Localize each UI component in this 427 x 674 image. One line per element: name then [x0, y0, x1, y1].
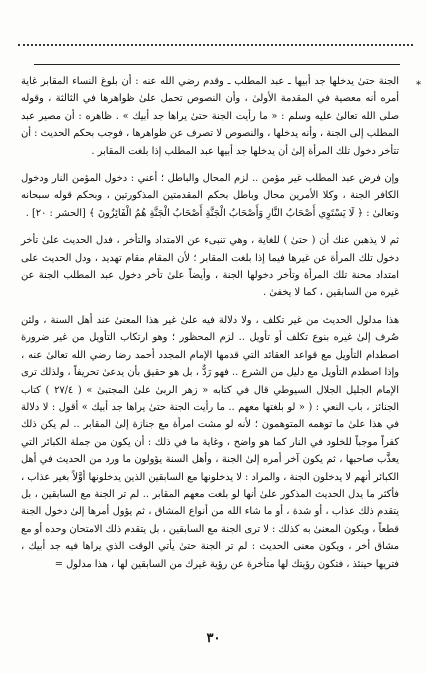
paragraph-1: الجنة حتىٰ يدخلها جد أبيها ـ عبد المطلب ـ وقدم رضي الله عنه : أن بلوغ النساء المقابر غاية أمره أنه معصية في المقدمة الأولىٰ ، وأن النصوص تحمل علىٰ ظواهرها في الثالثة ، وقوله صلى الله تعالىٰ عليه وسلم : « ما رأيت الجنة حتىٰ يراها جد أبيك » . ظاهره : أن مصير عبد المطلب إلى الجنة ، وأنه يدخلها ، والنصوص لا تصرف عن ظواهرها ، فوجب بحكم الحديث : أن تتأخر دخول تلك المرأة إلىٰ أن يدخلها جد أبيها عبد المطلب إذا بلغت المقابر .: [21, 76, 399, 157]
paragraph-3: ثم لا يذهبن عنك أن ( حتىٰ ) للغاية ، وهي تنبىء عن الامتداد والتأخر ، فدل الحديث علىٰ تأخر دخول تلك المرأة عن غيرها فيما إذا بلغت المقابر ؛ لأن المقام مقام تهديد ، ودل الحديث على امتداد محنة تلك المرأة وتأخر دخولها الجنة ، وأيضاً علىٰ تأخر دخول عبد المطلب الجنة عن غيره من السابقين ، كما لا يخفىٰ .: [21, 235, 399, 299]
paragraph-4: هذا مدلول الحديث من غير تكلف ، ولا دلالة فيه علىٰ غير هذا المعنىٰ عند أهل السنة ، ولئن صُرف إلىٰ غيره بنوع تكلف أو تأويل .. لزم المحظور ؛ وهو ارتكاب التأويل من غير ضرورة اصطدام التأويل مع قواعد العقائد التي قدمها الإمام المجدد أحمد رضا رضي الله تعالىٰ عنه ، وإذا اصطدم التأويل مع دليل من الشرع .. فهو رَدٌّ ، بل هو حقيق بأن يدعىٰ تحريفاً ، ولذلك ترى الإمام الجليل الجلال السيوطي قال في كتابه « زهر الربىٰ علىٰ المجتبىٰ » ( ٢٧/٤ ) كتاب الجنائز ، باب النعي : ( « لو بلغتها معهم .. ما رأيت الجنة حتىٰ يراها جد أبيك » أقول : لا دلالة في هذا علىٰ ما توهمه المتوهمون ؛ لأنه لو مشت امرأة مع جنازة إلىٰ المقابر .. لم يكن ذلك كفراً موجباً للخلود في النار كما هو واضح ، وغاية ما في ذلك : أن يكون من جملة الكبائر التي يعذَّب صاحبها ، ثم يكون آخر أمره إلىٰ الجنة ، وأهل السنة يؤولون ما ورد من الحديث في أهل الكبائر أنهم لا يدخلون الجنة ، والمراد : لا يدخلونها مع السابقين الذين يدخلونها أوَّلاً بغير عذاب ، فأكثر ما يدل الحديث المذكور علىٰ أنها لو بلغت معهم المقابر .. لم تر الجنة مع السابقين ، بل يتقدم ذلك عذاب ، أو شدة ، أو ما شاء الله من أنواع المشاق ، ثم يؤول أمرها إلىٰ دخول الجنة قطعاً ، ويكون المعنىٰ به كذلك : لا ترى الجنة مع السابقين ، بل يتقدم ذلك الامتحان وحده أو مع مشاق أخر ، ويكون معنى الحديث : لم تر الجنة حتىٰ يأتي الوقت الذي يراها فيه جد أبيك ، فتريها حينئذ ، فتكون رؤيتك لها متأخرة عن رؤية غيرك من السابقين لها ، هذا مدلول =: [21, 314, 399, 570]
page-body: [21, 73, 399, 573]
page-number: ٣٠: [206, 631, 221, 646]
footnote-marker: *: [416, 80, 421, 91]
paragraph-2: وإن فرض عبد المطلب غير مؤمن .. لزم المحال والباطل ؛ أعني : دخول المؤمن النار ودخول الكافر الجنة ، وكلا الأمرين محال وباطل بحكم المقدمتين المذكورتين ، وبحكم قوله سبحانه وتعالىٰ : ﴿ لَا يَسْتَوِي أَصْحَابُ النَّارِ وَأَصْحَابُ الْجَنَّةِ أَصْحَابُ الْجَنَّةِ هُمُ الْفَائِزُونَ ﴾ [الحشر : ٢٠] .: [21, 173, 399, 219]
header-rule: [34, 64, 400, 65]
header-dotted-border: [18, 38, 413, 46]
